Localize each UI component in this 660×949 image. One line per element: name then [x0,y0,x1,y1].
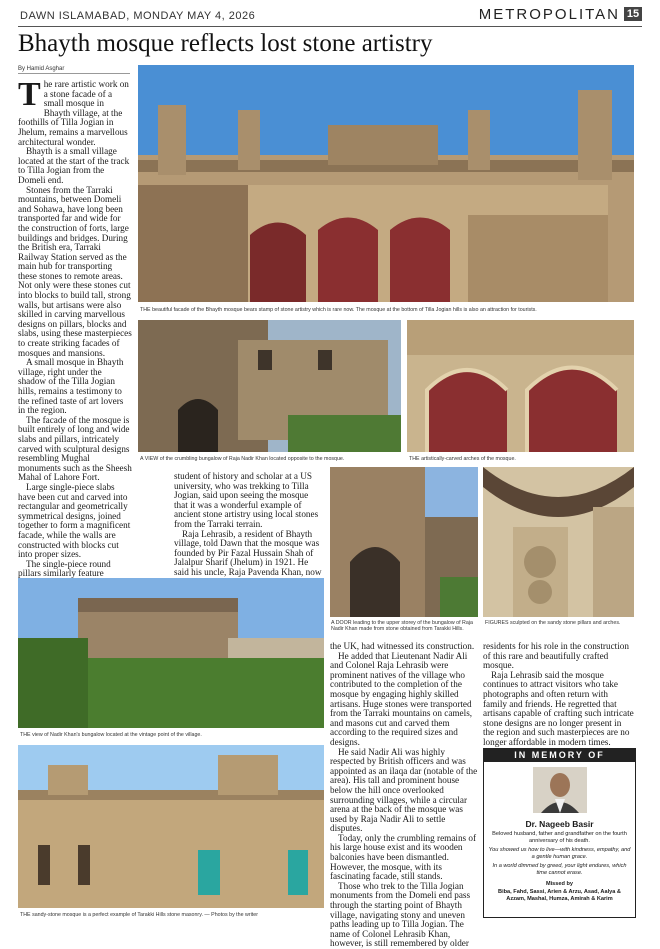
photo-sandy-stone-mosque [18,745,324,908]
photo-carved-arches [407,320,634,452]
paragraph: He said Nadir Ali was highly respected by British officers and was appointed as an ilaqa dar (notable of the area). His tall and prominent house below the hill once overlooked surrounding villages, while a circular arena at the back of the mosque was used by Raja Nadir Ali to settle disputes. [330,746,478,834]
article-column-4 [483,642,634,746]
caption-bungalow: A VIEW of the crumbling bungalow of Raja Nadir Khan located opposite to the mosque. [140,456,345,462]
paragraph: Today, only the crumbling remains of his large house exist and its wooden balconies have been dismantled. However, the mosque, with its fascinating facade, still stands. [330,832,477,882]
memorial-missed-label: Missed by [545,881,574,887]
paragraph: Bhayth is a small village located at the start of the track to Tilla Jogian from the Domeli end. [18,146,130,185]
paragraph: student of history and scholar at a US university, who was trekking to Tilla Jogian, said upon seeing the mosque that it was a wonderful example of ancient stone artistry using local stones from the Tarraki terrain. [174,471,319,529]
memorial-line-3: In a world dimmed by greed, your light endures, which time cannot erase. [492,863,627,876]
paragraph: he rare artistic work on a stone facade of a small mosque in Bhayth village, at the foothills of Tilla Jogian in Jhelum, remains a marvellous architectural wonder. [18,79,129,147]
paragraph: Raja Lehrasib said the mosque continues to attract visitors who take photographs and often return with family and friends. He regretted that artisans capable of crafting such intricate stone designs are no longer present in the region and such masterpieces are no longer affordable in modern times. [483,669,634,747]
photo-sculpted-figures [483,467,634,617]
byline-rule [18,73,130,74]
photo-crumbling-bungalow [138,320,401,452]
memorial-title: IN MEMORY OF [484,749,635,762]
drop-cap: T [18,76,41,113]
paragraph: A small mosque in Bhayth village, right under the shadow of the Tilla Jogian hills, remains a testimony to the refined taste of art lovers in the region. [18,357,124,416]
memorial-notice [483,748,636,918]
article-column-2 [174,472,324,576]
caption-nadir-view: THE view of Nadir Khan's bungalow located at the vintage point of the village. [20,732,202,738]
memorial-name: Dr. Nageeb Basir [525,819,594,829]
memorial-line-1: Beloved husband, father and grandfather on the fourth anniversary of his death. [492,831,627,844]
paragraph: Those who trek to the Tilla Jogian monuments from the Domeli end pass through the starting point of Bhayth village, navigating stony and uneven paths leading up to Tilla Jogian. The name of Colonel Lehrasib Khan, however, is still remembered by older [330,880,471,949]
header-rule [18,26,642,27]
paragraph: He added that Lieutenant Nadir Ali and Colonel Raja Lehrasib were prominent natives of the village who contributed to the completion of the mosque by engaging highly skilled artisans. Huge stones were transported from the Tarraki mountains on camels, and masons cut and carved them according to the required sizes and designs. [330,650,473,747]
page-number: 15 [624,7,642,21]
paragraph: the UK, had witnessed its construction. [330,641,475,651]
paragraph: Stones from the Tarraki mountains, between Domeli and Sohawa, have long been transported far and wide for the construction of forts, large buildings and bridges. During the British era, Tarraki Railway Station served as the main hub for transporting these stones to remote areas. Not only were these stones cut into blocks to build tall, strong walls, but artisans were also skilled in carving marvellous designs on pillars, blocks and slabs, using these masterpieces to create striking facades of mosques and mansions. [18,184,132,358]
headline: Bhayth mosque reflects lost stone artistry [18,30,433,57]
article-column-3 [330,641,478,949]
paragraph: The single-piece round pillars similarly feature [18,558,111,579]
caption-main-photo: THE beautiful facade of the Bhayth mosque bears stamp of stone artistry which is rare now. The mosque at the bottom of Tilla Jogian hills is also an attraction for tourists. [140,307,537,313]
caption-figures: FIGURES sculpted on the sandy stone pillars and arches. [485,620,621,626]
paragraph: Large single-piece slabs have been cut and carved into rectangular and geometrically symmetrical designs, joined together to form a magnificent facade, while the walls are constructed with blocks cut into proper sizes. [18,481,131,560]
photo-mosque-facade [138,65,634,302]
article-column-1 [18,76,132,579]
byline: By Hamid Asghar [18,66,65,72]
dateline: DAWN ISLAMABAD, MONDAY MAY 4, 2026 [20,10,256,22]
caption-sandy-mosque: THE sandy-stone mosque is a perfect example of Tarakki Hills stone masonry. — Photos by the writer [20,912,258,918]
memorial-portrait [533,767,587,813]
paragraph: residents for his role in the construction of this rare and beautifully crafted mosque. [483,641,629,671]
caption-door: A DOOR leading to the upper storey of the bungalow of Raja Nadir Khan made from stone obtained from Tarakki Hills. [331,620,473,633]
memorial-missed-names: Biba, Fahd, Sassi, Arien & Arzu, Asad, Aalya & Azzam, Mashal, Humza, Amirah & Karim [498,889,621,902]
paragraph: The facade of the mosque is built entirely of long and wide slabs and pillars, intricately carved with sculptural designs resembling Mughal monuments such as the Sheesh Mahal of Lahore Fort. [18,414,132,483]
caption-arches: THE artistically-carved arches of the mosque. [409,456,516,462]
paragraph: Raja Lehrasib, a resident of Bhayth village, told Dawn that the mosque was founded by Pir Fazal Hussain Shah of Jalalpur Sharif (Jhelum) in 1921. He said his uncle, Raja Pavenda Khan, now [174,528,322,577]
photo-bungalow-door [330,467,478,617]
memorial-line-2: You showed us how to live—with kindness, empathy, and a gentle human grace. [488,847,631,860]
section-name: METROPOLITAN [478,6,620,23]
photo-nadir-khan-bungalow [18,578,324,728]
